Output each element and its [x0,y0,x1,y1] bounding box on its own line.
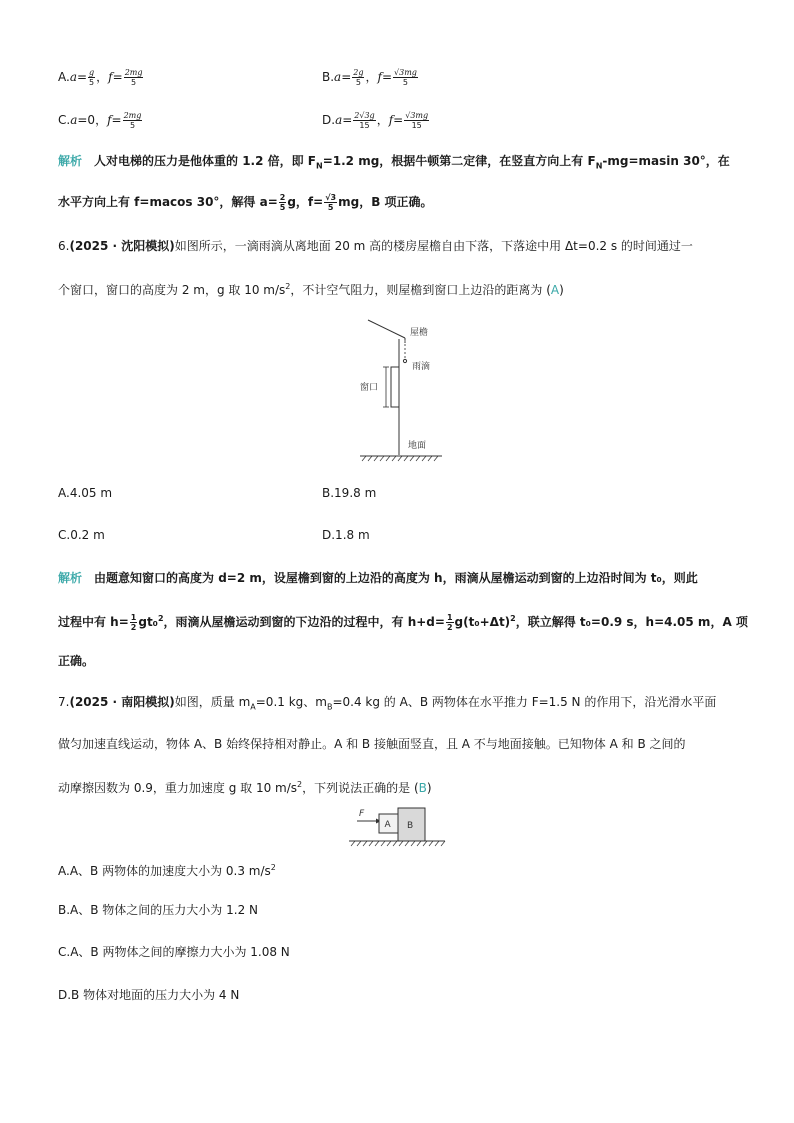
q6-solution-line-2: 过程中有 h= $\frac{1}{2}$ gt₀$^2$，雨滴从屋檐运动到窗的下边沿的过程中，有 h+d= $\frac{1}{2}$ $g(t_0+\Delta t)^2$，联立解得 t₀=0.9 s，h=4.05 m，A 项 [58,613,748,632]
label-eave: 屋檐 [410,328,429,338]
q6-option-b: B.19.8 m [322,486,377,500]
label-block-a: A [384,820,391,830]
q7-option-a: A.A、B 两物体的加速度大小为 0.3 $m/s^2$ [58,863,276,878]
ground-hatch [351,841,445,846]
q6-stem-line-2: 个窗口，窗口的高度为 2 m，g 取 10 $m/s^2$，不计空气阻力，则屋檐到窗口上边沿的距离为 (A) [58,282,564,297]
q7-figure [345,804,449,850]
label-ground: 地面 [408,441,427,451]
q6-solution-line-3: 正确。 [58,654,95,668]
q7-stem-line-2: 做匀加速直线运动，物体 A、B 始终保持相对静止。A 和 B 接触面竖直，且 A 不与地面接触。已知物体 A 和 B 之间的 [58,737,686,751]
q7-stem-line-1: 7.(2025 · 南阳模拟)如图，质量 $m_A=0.1$ kg、$m_B=0.4$ kg 的 A、B 两物体在水平推力 F=1.5 N 的作用下，沿光滑水平面 [58,695,717,712]
label-window: 窗口 [360,383,379,393]
q5-option-a: A.a= $\frac{g}{5}$ ，f= $\frac{2mg}{5}$ [58,68,143,87]
window-rect [391,367,399,407]
q6-figure [350,315,450,465]
q5-option-c: C.a=0，f= $\frac{2mg}{5}$ [58,111,142,130]
q5-option-d: D.a= $\frac{2√3g}{15}$ ，f= $\frac{√3mg}{15}$ [322,111,429,130]
roof-eave-line [368,320,405,338]
q5-option-b: B.a= $\frac{2g}{5}$ ，f= $\frac{√3mg}{5}$ [322,68,417,87]
q7-option-b: B.A、B 物体之间的压力大小为 1.2 N [58,903,258,917]
q7-option-c: C.A、B 两物体之间的摩擦力大小为 1.08 N [58,945,290,959]
q7-option-d: D.B 物体对地面的压力大小为 4 N [58,988,240,1002]
q6-option-d: D.1.8 m [322,528,370,542]
q6-solution-line-1: 解析 由题意知窗口的高度为 d=2 m，设屋檐到窗的上边沿的高度为 h，雨滴从屋檐运动到窗的上边沿时间为 t₀，则此 [58,571,698,585]
label-block-b: B [407,821,414,831]
q6-stem-line-1: 6.(2025 · 沈阳模拟)如图所示，一滴雨滴从离地面 20 m 高的楼房屋檐自由下落，下落途中用 Δt=0.2 s 的时间通过一 [58,239,693,253]
q7-answer: B [418,781,427,795]
q5-solution-line-1: 解析 人对电梯的压力是他体重的 1.2 倍，即 $F_N=1.2$ mg，根据牛顿第二定律，在竖直方向上有 $F_N-mg=masin$ 30°，在 [58,154,730,171]
q6-answer: A [550,283,560,297]
raindrop [403,359,406,362]
label-raindrop: 雨滴 [412,362,431,372]
q6-option-a: A.4.05 m [58,486,113,500]
q5-solution-line-2: 水平方向上有 f=macos 30°，解得 a= $\frac{2}{5}$ g，f= $\frac{√3}{5}$ mg，B 项正确。 [58,193,433,212]
label-force: F [359,809,365,819]
q6-option-c: C.0.2 m [58,528,105,542]
q7-stem-line-3: 动摩擦因数为 0.9，重力加速度 g 取 10 $m/s^2$，下列说法正确的是 (B) [58,780,432,795]
ground-hatch [362,456,438,461]
